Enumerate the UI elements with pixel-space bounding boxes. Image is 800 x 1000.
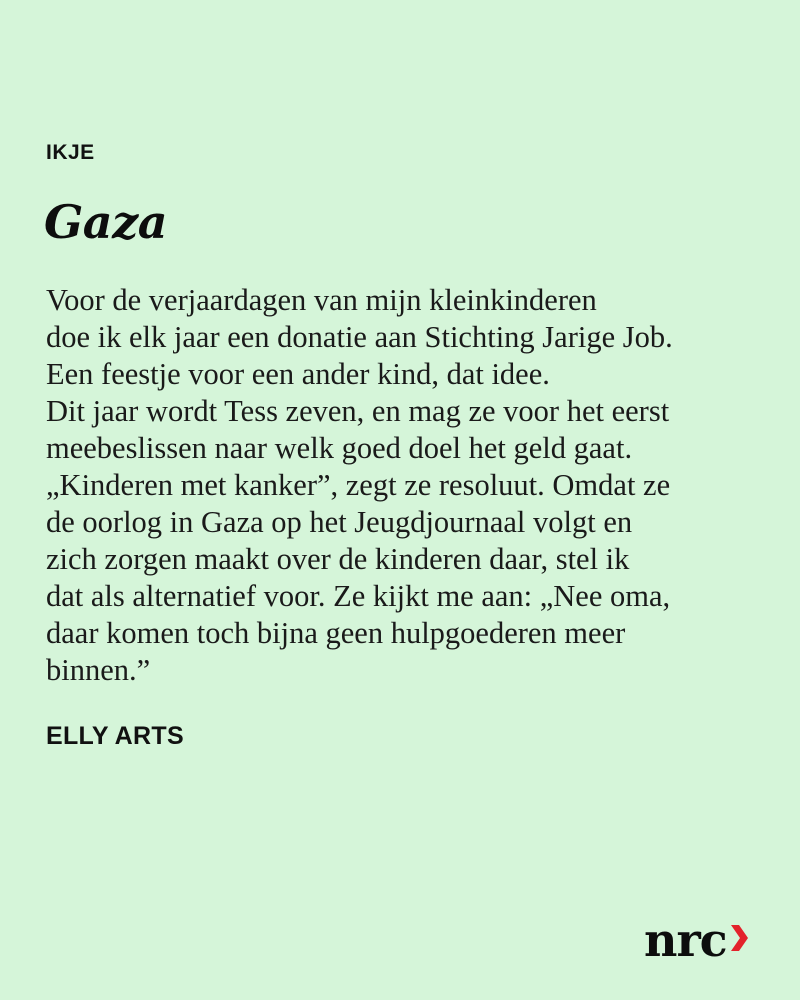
nrc-logo	[644, 910, 749, 970]
section-label: IKJE	[46, 141, 95, 164]
body-line: meebeslissen naar welk goed doel het geld gaat.	[46, 431, 633, 465]
body-line: zich zorgen maakt over de kinderen daar, stel ik	[46, 542, 630, 576]
chevron-right-icon	[729, 923, 749, 958]
body-line: Een feestje voor een ander kind, dat idee.	[46, 357, 550, 391]
logo-text: nrc	[644, 913, 727, 967]
body-line: binnen.”	[46, 653, 151, 687]
article-title: Gaza	[44, 195, 168, 249]
body-line: Voor de verjaardagen van mijn kleinkinderen	[46, 283, 597, 317]
body-line: de oorlog in Gaza op het Jeugdjournaal volgt en	[46, 505, 633, 539]
article-author: ELLY ARTS	[46, 722, 184, 750]
body-line: doe ik elk jaar een donatie aan Stichting Jarige Job.	[46, 320, 673, 354]
body-line: daar komen toch bijna geen hulpgoederen meer	[46, 616, 626, 650]
body-line: „Kinderen met kanker”, zegt ze resoluut. Omdat ze	[46, 468, 671, 502]
body-line: dat als alternatief voor. Ze kijkt me aan: „Nee oma,	[46, 579, 671, 613]
body-line: Dit jaar wordt Tess zeven, en mag ze voor het eerst	[46, 394, 670, 428]
article-body	[46, 282, 786, 689]
